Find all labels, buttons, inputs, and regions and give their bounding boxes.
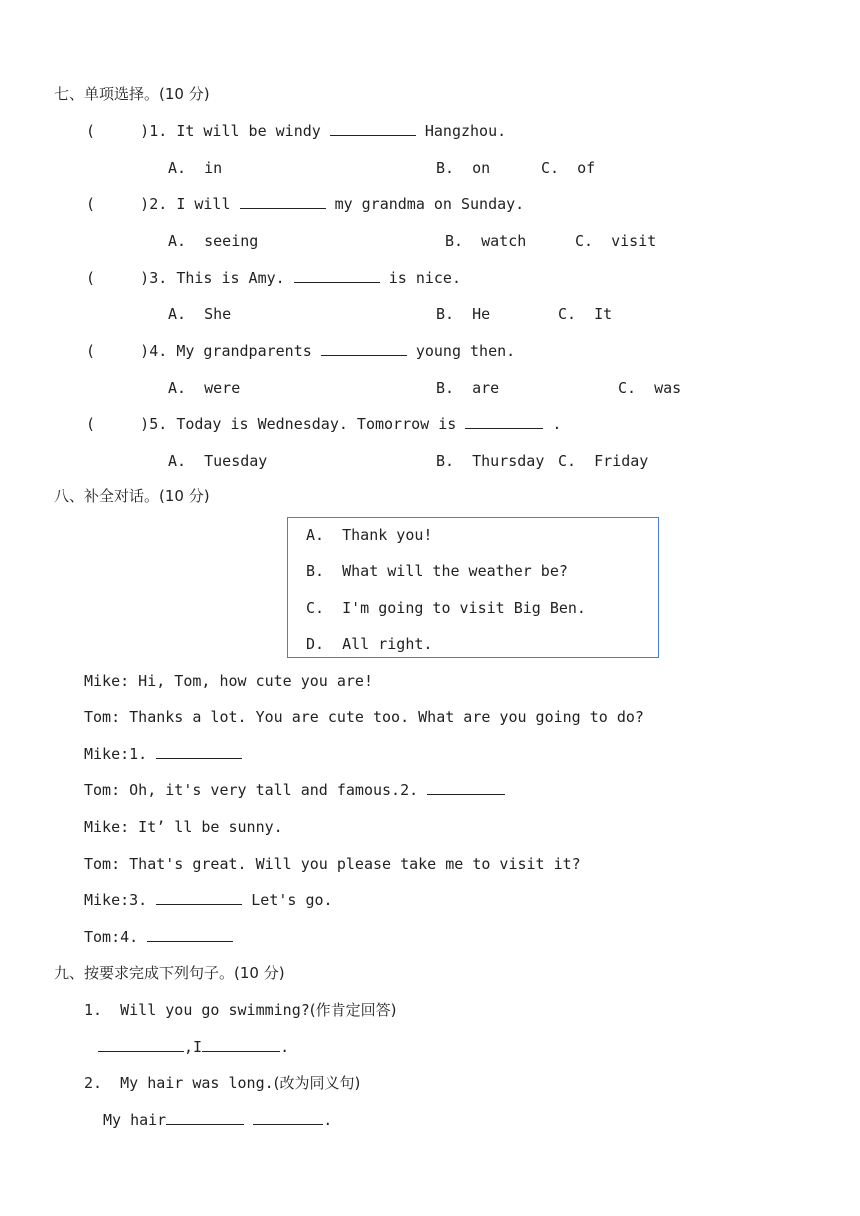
answer-text: .: [280, 1038, 290, 1056]
question-text: Hangzhou.: [424, 122, 507, 140]
question-text: is nice.: [388, 269, 461, 287]
dialogue-line: [84, 890, 333, 910]
answer-text: ,I: [184, 1038, 203, 1056]
answer-paren[interactable]: ( ): [86, 195, 150, 213]
box-option-b: B. What will the weather be?: [306, 562, 568, 580]
option-c: C. of: [541, 159, 596, 177]
options-box: [287, 517, 659, 658]
question-3: [86, 268, 461, 288]
blank[interactable]: [253, 1110, 323, 1125]
dialogue-text: Let's go.: [251, 891, 333, 909]
question-2: [86, 194, 524, 214]
answer-paren[interactable]: ( ): [86, 342, 150, 360]
blank[interactable]: [166, 1110, 244, 1125]
dialogue-line: [84, 780, 505, 800]
question-4: [86, 341, 515, 361]
blank: [294, 268, 380, 283]
option-c: C. Friday: [558, 452, 649, 470]
section-8-heading: 八、补全对话。(10 分): [54, 487, 210, 505]
exercise-note: (改为同义句): [273, 1074, 361, 1092]
blank: [321, 341, 407, 356]
question-text: my grandma on Sunday.: [334, 195, 525, 213]
option-b: B. are: [436, 379, 500, 397]
dialogue-line: [84, 927, 233, 947]
dialogue-line: Tom: That's great. Will you please take me to visit it?: [84, 855, 581, 873]
option-b: B. He: [436, 305, 491, 323]
question-number: 1.: [149, 122, 168, 140]
question-text: This is Amy.: [176, 269, 285, 287]
blank: [240, 194, 326, 209]
option-a: A. seeing: [168, 232, 259, 250]
blank-3[interactable]: [156, 890, 242, 905]
answer-1: [98, 1037, 289, 1057]
blank[interactable]: [98, 1037, 184, 1052]
dialogue-text: Tom:4.: [84, 928, 139, 946]
answer-paren[interactable]: ( ): [86, 415, 150, 433]
question-5: [86, 414, 561, 434]
section-7-heading: 七、单项选择。(10 分): [54, 85, 210, 103]
answer-paren[interactable]: ( ): [86, 122, 150, 140]
question-1: [86, 121, 506, 141]
question-text: .: [552, 415, 562, 433]
option-a: A. She: [168, 305, 232, 323]
dialogue-text: Mike:3.: [84, 891, 148, 909]
box-option-a: A. Thank you!: [306, 526, 433, 544]
question-number: 4.: [149, 342, 168, 360]
exercise-1: [84, 1000, 397, 1020]
option-c: C. visit: [575, 232, 657, 250]
dialogue-line: Mike: Hi, Tom, how cute you are!: [84, 672, 373, 690]
question-text: It will be windy: [176, 122, 321, 140]
dialogue-text: Mike:1.: [84, 745, 148, 763]
question-text: Today is Wednesday. Tomorrow is: [176, 415, 457, 433]
answer-paren[interactable]: ( ): [86, 269, 150, 287]
question-text: I will: [176, 195, 231, 213]
option-c: C. It: [558, 305, 613, 323]
answer-2: [103, 1110, 332, 1130]
answer-text: My hair: [103, 1111, 167, 1129]
dialogue-text: Tom: Oh, it's very tall and famous.2.: [84, 781, 419, 799]
option-c: C. was: [618, 379, 682, 397]
option-b: B. on: [436, 159, 491, 177]
exercise-text: 1. Will you go swimming?: [84, 1001, 310, 1019]
blank: [465, 414, 543, 429]
box-option-d: D. All right.: [306, 635, 433, 653]
option-a: A. were: [168, 379, 241, 397]
question-number: 5.: [149, 415, 168, 433]
question-number: 2.: [149, 195, 168, 213]
dialogue-line: [84, 744, 242, 764]
blank[interactable]: [202, 1037, 280, 1052]
question-number: 3.: [149, 269, 168, 287]
answer-text: .: [323, 1111, 333, 1129]
option-a: A. in: [168, 159, 223, 177]
option-b: B. Thursday: [436, 452, 545, 470]
blank: [330, 121, 416, 136]
dialogue-line: Tom: Thanks a lot. You are cute too. What are you going to do?: [84, 708, 644, 726]
section-9-heading: 九、按要求完成下列句子。(10 分): [54, 964, 285, 982]
exercise-note: (作肯定回答): [309, 1001, 397, 1019]
dialogue-line: Mike: It’ ll be sunny.: [84, 818, 283, 836]
option-a: A. Tuesday: [168, 452, 268, 470]
blank-1[interactable]: [156, 744, 242, 759]
blank-2[interactable]: [427, 780, 505, 795]
option-b: B. watch: [445, 232, 527, 250]
box-option-c: C. I'm going to visit Big Ben.: [306, 599, 586, 617]
question-text: young then.: [415, 342, 516, 360]
blank-4[interactable]: [147, 927, 233, 942]
question-text: My grandparents: [176, 342, 312, 360]
exercise-text: 2. My hair was long.: [84, 1074, 274, 1092]
exercise-2: [84, 1073, 360, 1093]
